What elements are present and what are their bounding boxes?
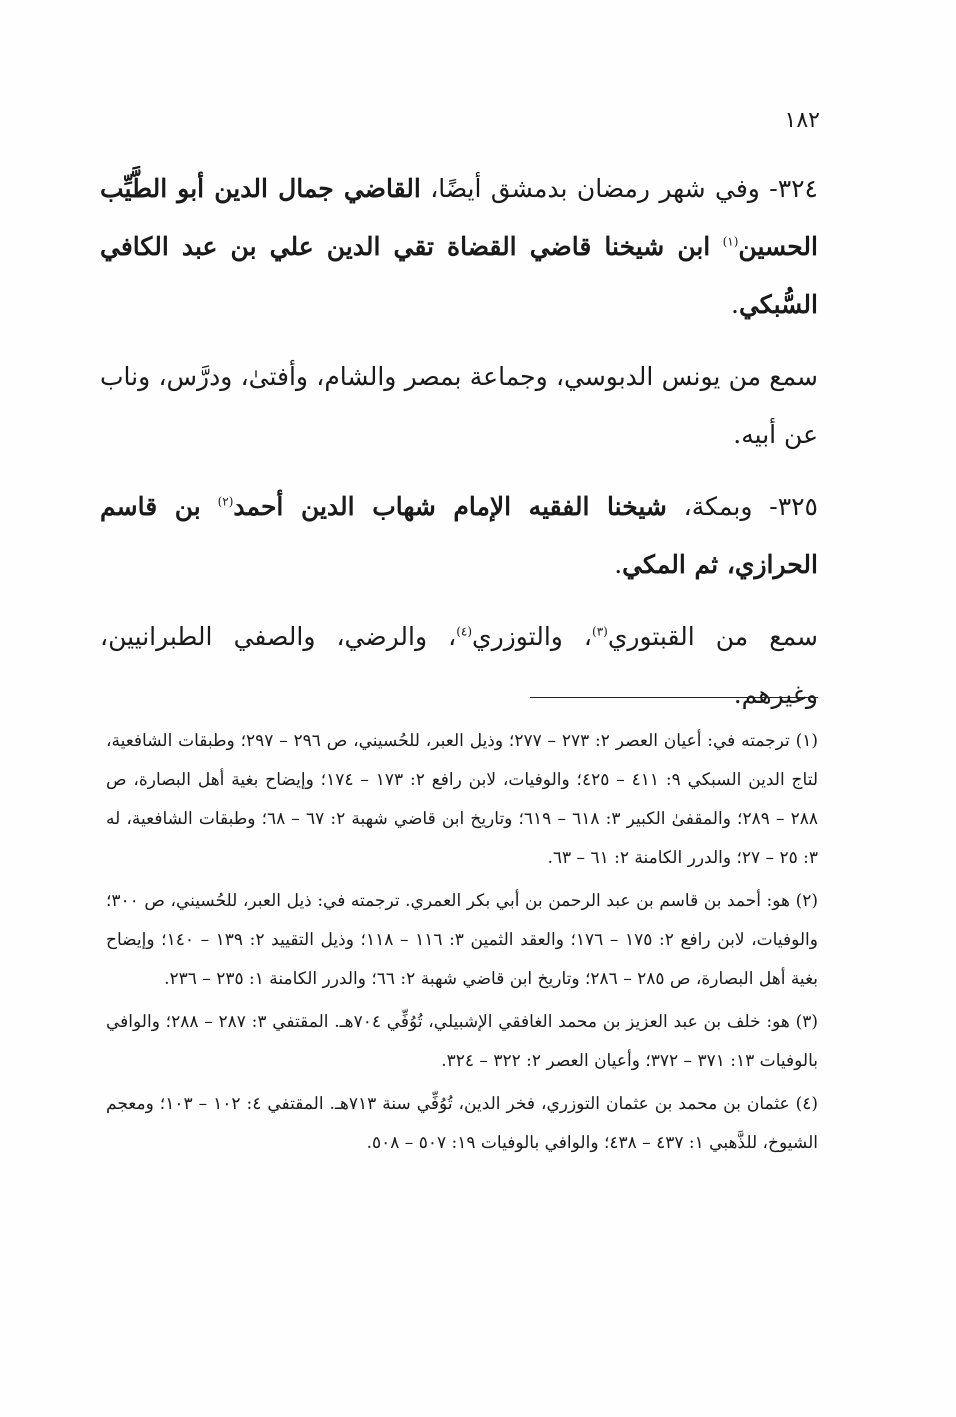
- entry-body-part: ، والرضي، والصفي الطبرانيين، وغيرهم.: [100, 622, 818, 709]
- footnote-3: (٣) هو: خلف بن عبد العزيز بن محمد الغافقي الإشبيلي، تُوُفِّي ٧٠٤هـ. المقتفي ٣: ٢٨٧ – ٢٨٨؛ والوافي بالوفيات ١٣: ٣٧١ – ٣٧٢؛ وأعيان العصر ٢: ٣٢٢ – ٣٢٤.: [106, 1012, 818, 1071]
- entry-325: [100, 478, 818, 594]
- entry-324: [100, 160, 818, 334]
- entry-body: [100, 608, 818, 724]
- entry-name-part-a: شيخنا الفقيه الإمام شهاب الدين أحمد: [233, 492, 667, 521]
- entry-intro: ٣٢٤- وفي شهر رمضان بدمشق أيضًا،: [430, 174, 818, 203]
- entry-intro: ٣٢٥- وبمكة،: [683, 492, 818, 521]
- footnote-ref[interactable]: (٢): [217, 494, 234, 509]
- page-number: ١٨٢: [784, 108, 820, 133]
- entry-end: .: [614, 550, 623, 579]
- footnotes: [106, 722, 818, 1167]
- entry-name-part-b: ابن شيخنا قاضي القضاة تقي الدين علي بن عبد الكافي السُّبكي: [100, 232, 818, 319]
- footnote-2: (٢) هو: أحمد بن قاسم بن عبد الرحمن بن أبي بكر العمري. ترجمته في: ذيل العبر، للحُسيني، ص ٣٠٠؛ والوفيات، لابن رافع ٢: ١٧٥ – ١٧٦؛ والعقد الثمين ٣: ١١٦ – ١١٨؛ وذيل التقييد ٢: ١٣٩ – ١٤٠؛ وإيضاح بغية أهل البصارة، ص ٢٨٥ – ٢٨٦؛ وتاريخ ابن قاضي شهبة ٢: ٦٦؛ والدرر الكامنة ١: ٢٣٥ – ٢٣٦.: [106, 891, 818, 989]
- entry-body: سمع من يونس الدبوسي، وجماعة بمصر والشام، وأفتىٰ، ودرَّس، وناب عن أبيه.: [100, 362, 818, 449]
- entry-end: .: [730, 290, 739, 319]
- entry-body-part: ، والتوزري: [472, 622, 592, 651]
- entry-body-part: سمع من القبتوري: [607, 622, 818, 651]
- main-text: [100, 160, 818, 738]
- entry-name-part-b: بن قاسم الحرازي، ثم المكي: [100, 492, 818, 579]
- footnote-ref[interactable]: (٣): [592, 624, 608, 639]
- footnote-4: (٤) عثمان بن محمد بن عثمان التوزري، فخر الدين، تُوُفِّي سنة ٧١٣هـ. المقتفي ٤: ١٠٢ – ١٠٣؛ ومعجم الشيوخ، للذَّهبي ١: ٤٣٧ – ٤٣٨؛ والوافي بالوفيات ١٩: ٥٠٧ – ٥٠٨.: [106, 1094, 818, 1153]
- footnote-ref[interactable]: (١): [722, 234, 739, 249]
- entry-name-part-a: القاضي جمال الدين أبو الطَّيِّب الحسين: [100, 174, 818, 261]
- footnote-1: (١) ترجمته في: أعيان العصر ٢: ٢٧٣ – ٢٧٧؛ وذيل العبر، للحُسيني، ص ٢٩٦ – ٢٩٧؛ وطبقات الشافعية، لتاج الدين السبكي ٩: ٤١١ – ٤٢٥؛ والوفيات، لابن رافع ٢: ١٧٣ – ١٧٤؛ وإيضاح بغية أهل البصارة، ص ٢٨٨ – ٢٨٩؛ والمقفىٰ الكبير ٣: ٦١٨ – ٦١٩؛ وتاريخ ابن قاضي شهبة ٢: ٦٧ – ٦٨؛ وطبقات الشافعية، له ٣: ٢٥ – ٢٧؛ والدرر الكامنة ٢: ٦١ – ٦٣.: [106, 731, 819, 868]
- footnote-separator: [530, 697, 818, 698]
- footnote-ref[interactable]: (٤): [456, 624, 473, 639]
